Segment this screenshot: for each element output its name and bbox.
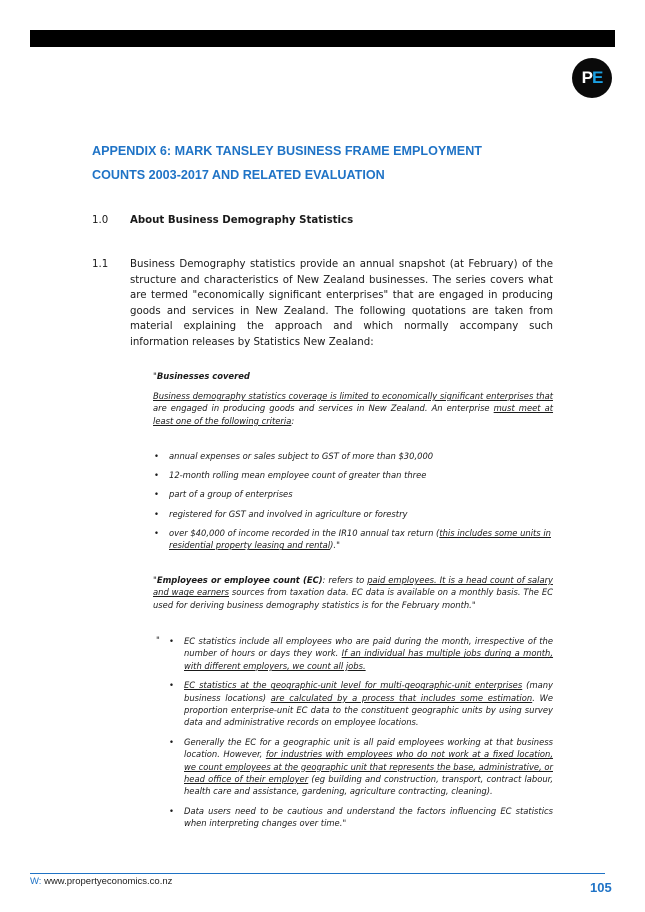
- list-text: over $40,000 of income recorded in the IR10 annual tax return (: [169, 527, 440, 538]
- logo-letter-p: P: [581, 68, 592, 87]
- footer-website[interactable]: [30, 876, 172, 887]
- underlined-text: Business demography statistics coverage is limited to economically significant enterprises that: [153, 391, 553, 401]
- top-black-bar: [30, 30, 615, 47]
- underlined-text: paid employees. It is a head count of salary and wage earners: [153, 575, 553, 598]
- section-number: 1.1: [92, 259, 109, 270]
- underlined-text: for industries with employees who do not work at a fixed location, we count employees at the geographic unit that represents the base, administrative, or head office of their employer: [184, 749, 553, 785]
- appendix-heading: [92, 139, 572, 187]
- quote-title: Businesses covered: [156, 371, 250, 381]
- heading-line-1: APPENDIX 6: MARK TANSLEY BUSINESS FRAME EMPLOYMENT: [92, 144, 482, 158]
- footer-url-text[interactable]: www.propertyeconomics.co.nz: [41, 876, 173, 887]
- list-text: . We proportion enterprise-unit EC data to the constituent geographic units by using survey data and administrative records on employee locations.: [184, 692, 553, 728]
- underlined-text: are calculated by a process that includes some estimation: [270, 692, 533, 703]
- list-item: • Data users need to be cautious and understand the factors influencing EC statistics when interpreting changes over time.": [168, 805, 553, 830]
- logo-letter-e: E: [592, 68, 603, 87]
- ec-notes-list: [168, 635, 553, 837]
- list-text: EC statistics include all employees who are paid during the month, irrespective of the number of hours or days they work.: [184, 636, 553, 659]
- quote-text: are engaged in producing goods and services in New Zealand. An enterprise: [153, 403, 494, 414]
- underlined-text: If an individual has multiple jobs during a month, with different employers, we count all jobs.: [184, 648, 554, 671]
- criteria-list: [153, 450, 553, 558]
- section-paragraph: Business Demography statistics provide an annual snapshot (at February) of the structure and characteristics of New Zealand businesses. The series covers what are termed "economically significant enterprises" that are engaged in producing goods and services in New Zealand. The following quotations are taken from material explaining the approach and which normally accompany such information releases by Statistics New Zealand:: [130, 259, 553, 348]
- page-number: 105: [590, 880, 612, 895]
- quote-mark: ": [153, 575, 157, 585]
- underlined-text: must meet at least one of the following criteria: [153, 403, 554, 426]
- quote-bold-term: Employees or employee count (EC): [156, 575, 323, 585]
- list-item: [168, 679, 553, 729]
- quote-text: sources from taxation data. EC data is available on a monthly basis. The EC used for deriving business demography statistics is for the February month.": [153, 587, 553, 610]
- list-item: [168, 736, 553, 798]
- list-item: • registered for GST and involved in agriculture or forestry: [153, 508, 553, 520]
- underlined-text: this includes some units in residential property leasing and rental: [169, 527, 551, 551]
- quote-mark: ": [153, 371, 157, 381]
- quote-employee-count: [153, 574, 553, 611]
- underlined-text: EC statistics at the geographic-unit level for multi-geographic-unit enterprises: [184, 680, 523, 691]
- list-item: • part of a group of enterprises: [153, 488, 553, 500]
- section-number: 1.0: [92, 215, 109, 226]
- list-item: • 12-month rolling mean employee count of greater than three: [153, 469, 553, 481]
- quote-businesses-covered-title: [153, 370, 553, 382]
- section-title: About Business Demography Statistics: [130, 215, 354, 226]
- quote-text: :: [291, 415, 295, 426]
- footer-divider: [30, 873, 605, 874]
- quote-businesses-covered-body: [153, 390, 553, 427]
- list-text: (eg building and construction, transport, contract labour, health care and assistance, gardening, agriculture contracting, cleaning).: [184, 774, 554, 797]
- property-economics-logo: [572, 58, 612, 98]
- list-text: ).": [330, 540, 340, 551]
- quote-mark: ": [156, 635, 160, 645]
- list-item: [168, 635, 553, 672]
- heading-line-2: COUNTS 2003-2017 AND RELATED EVALUATION: [92, 168, 385, 182]
- list-item: [153, 527, 553, 552]
- list-item: • annual expenses or sales subject to GST of more than $30,000: [153, 450, 553, 462]
- quote-text: : refers to: [322, 575, 368, 585]
- list-text: Generally the EC for a geographic unit is all paid employees working at that business location. However,: [184, 736, 553, 760]
- footer-web-label: W:: [30, 876, 42, 887]
- list-text: (many business locations): [184, 680, 554, 703]
